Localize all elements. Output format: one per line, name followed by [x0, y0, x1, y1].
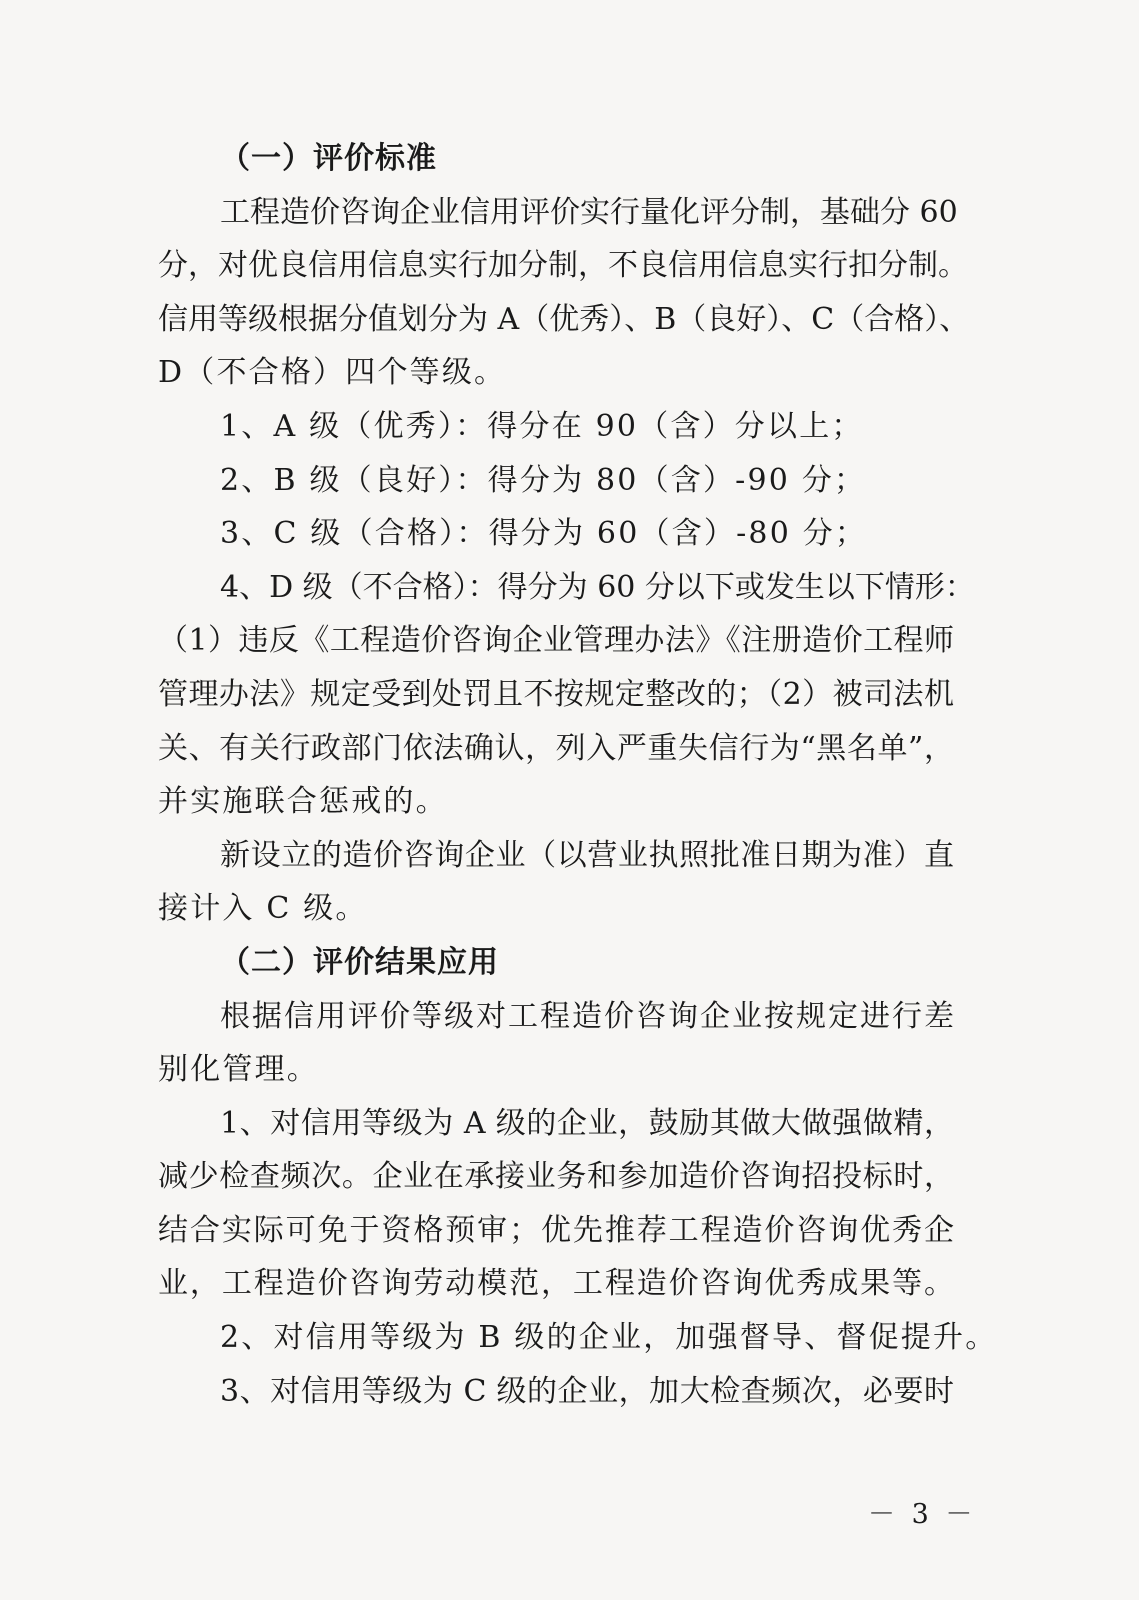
section-heading: （二）评价结果应用 — [220, 944, 499, 980]
text-line: 接计入 C 级。 — [158, 891, 368, 927]
text-line: 根据信用评价等级对工程造价咨询企业按规定进行差 — [220, 998, 954, 1034]
text-line: 2、B 级（良好）：得分为 80（含）-90 分； — [220, 462, 867, 498]
section-heading: （一）评价标准 — [220, 141, 437, 176]
text-line: 新设立的造价咨询企业（以营业执照批准日期为准）直 — [220, 837, 954, 873]
page-number: － 3 － — [868, 1499, 977, 1530]
text-line: 4、D 级（不合格）：得分为 60 分以下或发生以下情形： — [220, 569, 975, 605]
text-line: 2、对信用等级为 B 级的企业，加强督导、督促提升。 — [220, 1320, 998, 1356]
text-line: 工程造价咨询企业信用评价实行量化评分制，基础分 60 — [220, 194, 958, 230]
text-line: 结合实际可免于资格预审；优先推荐工程造价咨询优秀企 — [158, 1212, 954, 1248]
document-body — [158, 132, 998, 1418]
text-line: 1、A 级（优秀）：得分在 90（含）分以上； — [220, 408, 864, 444]
text-line: 分，对优良信用信息实行加分制，不良信用信息实行扣分制。 — [158, 248, 968, 284]
text-line: 管理办法》规定受到处罚且不按规定整改的；（2）被司法机 — [158, 676, 954, 712]
text-line: 别化管理。 — [158, 1052, 319, 1088]
text-line: 关、有关行政部门依法确认，列入严重失信行为“黑名单”， — [158, 730, 954, 766]
text-line: 3、C 级（合格）：得分为 60（含）-80 分； — [220, 516, 868, 552]
text-line: D（不合格）四个等级。 — [158, 355, 507, 391]
text-line: （1）违反《工程造价咨询企业管理办法》《注册造价工程师 — [158, 623, 954, 659]
text-line: 减少检查频次。企业在承接业务和参加造价咨询招投标时， — [158, 1159, 954, 1195]
text-line: 业，工程造价咨询劳动模范，工程造价咨询优秀成果等。 — [158, 1266, 954, 1302]
text-line: 并实施联合惩戒的。 — [158, 784, 448, 820]
text-line: 1、对信用等级为 A 级的企业，鼓励其做大做强做精， — [220, 1105, 954, 1141]
text-line: 信用等级根据分值划分为 A（优秀）、B（良好）、C（合格）、 — [158, 301, 970, 337]
text-line: 3、对信用等级为 C 级的企业，加大检查频次，必要时 — [220, 1373, 954, 1409]
